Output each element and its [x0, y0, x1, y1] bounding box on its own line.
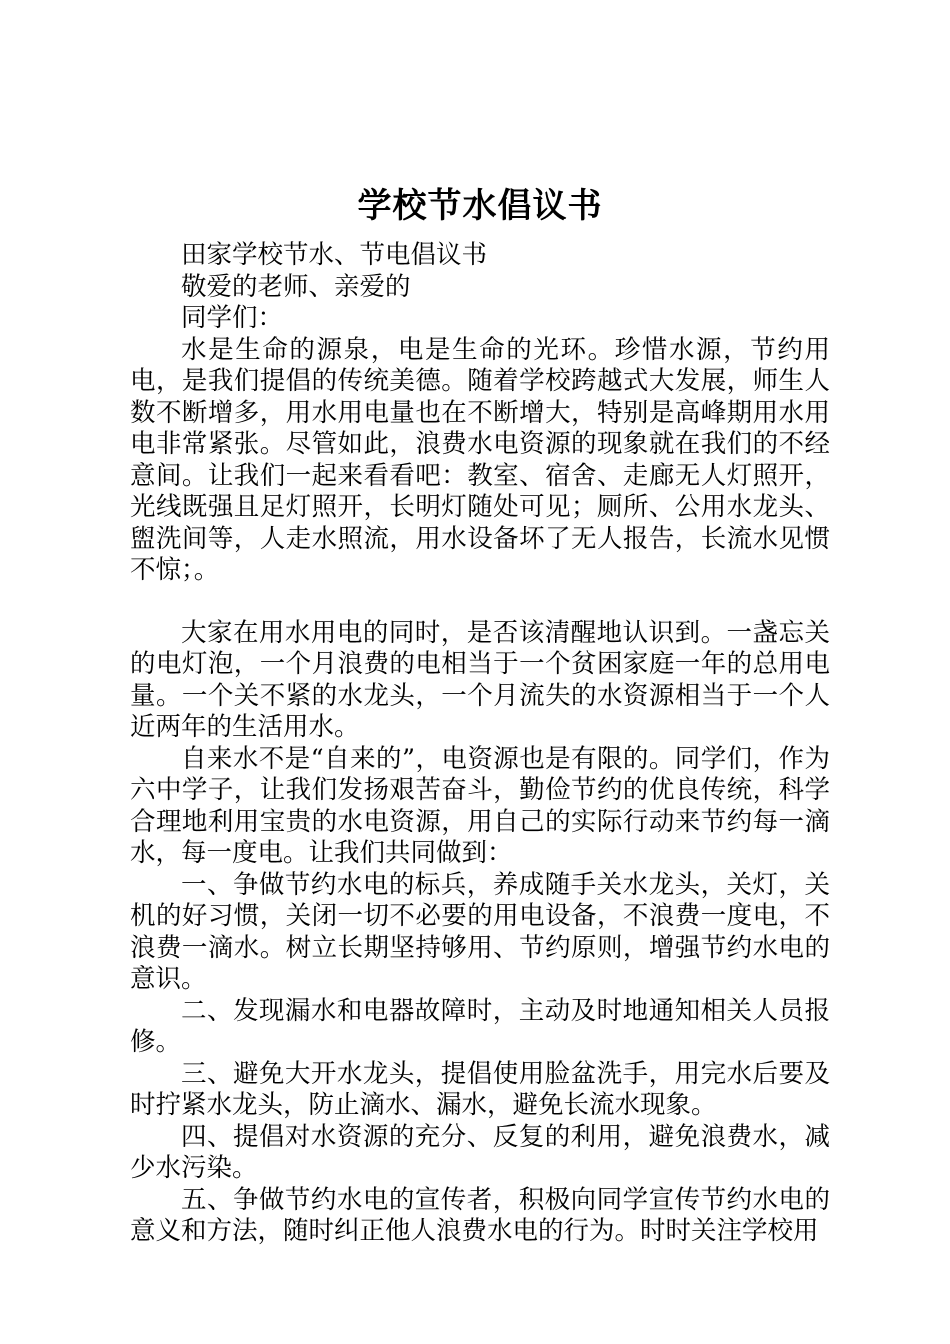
list-item-1: 一、争做节约水电的标兵，养成随手关水龙头，关灯，关机的好习惯，关闭一切不必要的用电设备，不浪费一度电，不浪费一滴水。树立长期坚持够用、节约原则，增强节约水电的意识。 [130, 869, 830, 994]
list-item-4: 四、提倡对水资源的充分、反复的利用，避免浪费水，减少水污染。 [130, 1121, 830, 1183]
list-item-5: 五、争做节约水电的宣传者，积极向同学宣传节约水电的意义和方法，随时纠正他人浪费水电的行为。时时关注学校用 [130, 1184, 830, 1246]
paragraph-spacer [130, 587, 830, 618]
list-item-2: 二、发现漏水和电器故障时，主动及时地通知相关人员报修。 [130, 995, 830, 1057]
salutation-line: 敬爱的老师、亲爱的 [181, 271, 411, 302]
subtitle-line: 田家学校节水、节电倡议书 [181, 240, 488, 270]
body-paragraph: 大家在用水用电的同时，是否该清醒地认识到。一盏忘关的电灯泡，一个月浪费的电相当于一个贫困家庭一年的总用电量。一个关不紧的水龙头，一个月流失的水资源相当于一个人近两年的生活用水。 [130, 617, 830, 742]
list-item-3: 三、避免大开水龙头，提倡使用脸盆洗手，用完水后要及时拧紧水龙头，防止滴水、漏水，避免长流水现象。 [130, 1058, 830, 1120]
body-paragraph: 水是生命的源泉，电是生命的光环。珍惜水源，节约用电，是我们提倡的传统美德。随着学校跨越式大发展，师生人数不断增多，用水用电量也在不断增大，特别是高峰期用水用电非常紧张。尽管如此，浪费水电资源的现象就在我们的不经意间。让我们一起来看看吧：教室、宿舍、走廊无人灯照开，光线既强且足灯照开，长明灯随处可见；厕所、公用水龙头、盥洗间等，人走水照流，用水设备坏了无人报告，长流水见惯不惊；。 [130, 334, 830, 585]
salutation-line-2: 同学们： [181, 303, 284, 333]
body-paragraph: 自来水不是“自来的”，电资源也是有限的。同学们，作为六中学子，让我们发扬艰苦奋斗，勤俭节约的优良传统，科学合理地利用宝贵的水电资源，用自己的实际行动来节约每一滴水，每一度电。让我们共同做到： [130, 743, 830, 868]
document-page [130, 178, 830, 1248]
document-title: 学校节水倡议书 [357, 186, 603, 226]
